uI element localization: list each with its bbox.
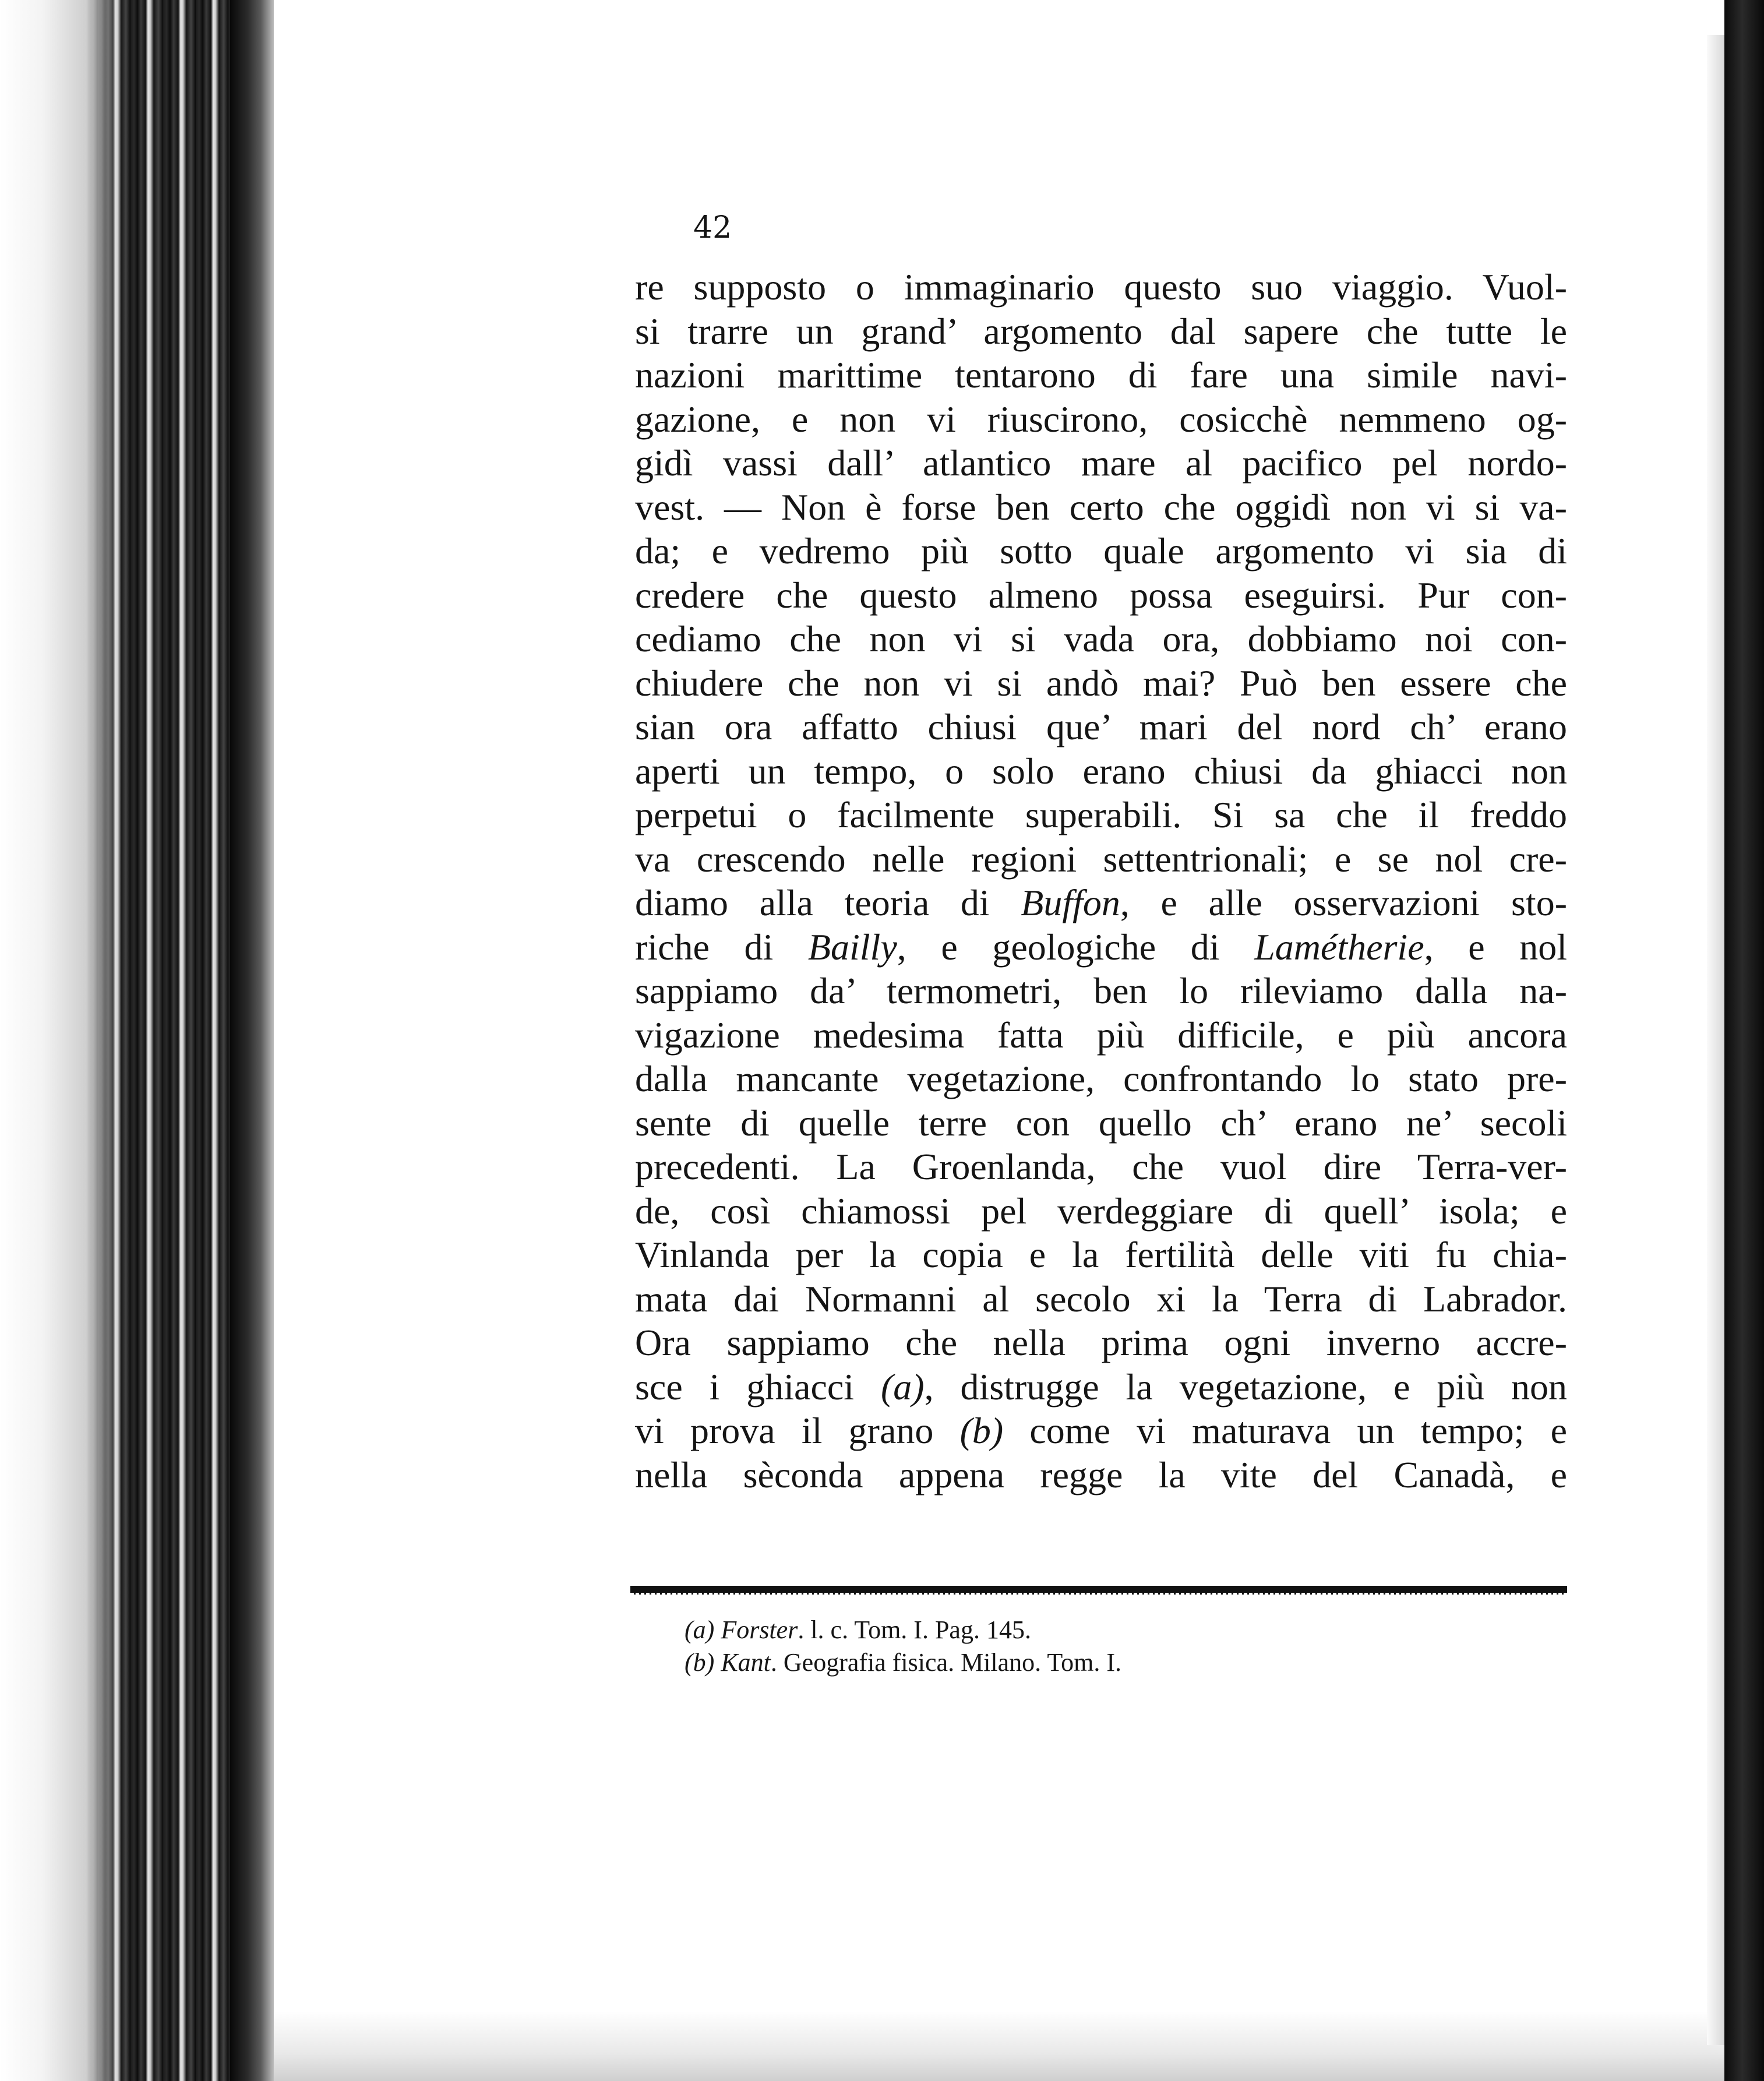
- text-run: de, così chiamossi pel verdeggiare di quell’ isola; e: [635, 1190, 1567, 1232]
- page-bottom-shadow: [274, 2011, 1724, 2081]
- text-line: [635, 1101, 1567, 1145]
- book-gutter-shadow: [230, 0, 274, 2081]
- footnote-author: Kant: [721, 1648, 771, 1677]
- text-run: vi prova il grano: [635, 1410, 960, 1451]
- text-line: [635, 1189, 1567, 1233]
- text-run: gazione, e non vi riuscirono, cosicchè nemmeno og-: [635, 398, 1567, 440]
- text-run: riche di: [635, 926, 808, 968]
- text-line: [635, 1233, 1567, 1277]
- text-run: diamo alla teoria di: [635, 882, 1021, 923]
- text-run: nella sèconda appena regge la vite del Canadà, e: [635, 1454, 1567, 1496]
- text-line: [635, 881, 1567, 925]
- text-line: [635, 925, 1567, 969]
- book-right-page-edge: [1707, 35, 1724, 2045]
- text-run: , e nol: [1424, 926, 1567, 968]
- text-run: perpetui o facilmente superabili. Si sa che il freddo: [635, 794, 1567, 835]
- text-line: [635, 969, 1567, 1013]
- text-line: [635, 485, 1567, 530]
- text-run: va crescendo nelle regioni settentrionali; e se nol cre-: [635, 838, 1567, 880]
- text-run: da; e vedremo più sotto quale argomento vi sia di: [635, 530, 1567, 572]
- text-run: precedenti. La Groenlanda, che vuol dire Terra-ver-: [635, 1146, 1567, 1187]
- text-run: , distrugge la vegetazione, e più non: [924, 1366, 1567, 1408]
- text-line: [635, 705, 1567, 749]
- text-line: [635, 1365, 1567, 1409]
- text-run: Ora sappiamo che nella prima ogni inverno accre-: [635, 1322, 1567, 1363]
- footnote-text: . l. c. Tom. I. Pag. 145.: [798, 1616, 1031, 1644]
- text-line: [635, 573, 1567, 618]
- text-run: , e alle osservazioni sto-: [1120, 882, 1567, 923]
- page-number: 42: [693, 210, 732, 245]
- footnotes: [685, 1614, 1500, 1679]
- text-run: dalla mancante vegetazione, confrontando lo stato pre-: [635, 1058, 1567, 1099]
- text-run: sian ora affatto chiusi que’ mari del nord ch’ erano: [635, 706, 1567, 747]
- text-run: credere che questo almeno possa eseguirsi. Pur con-: [635, 574, 1567, 616]
- book-right-edge: [1724, 0, 1764, 2081]
- text-line: [635, 1145, 1567, 1189]
- text-run: sappiamo da’ termometri, ben lo rileviamo dalla na-: [635, 970, 1567, 1011]
- footnote: [685, 1646, 1500, 1679]
- text-line: [635, 1057, 1567, 1101]
- text-line: [635, 749, 1567, 793]
- text-run: cediamo che non vi si vada ora, dobbiamo noi con-: [635, 618, 1567, 659]
- text-run: aperti un tempo, o solo erano chiusi da ghiacci non: [635, 750, 1567, 792]
- text-run: sente di quelle terre con quello ch’ erano ne’ secoli: [635, 1102, 1567, 1144]
- text-run: vest. — Non è forse ben certo che oggidì non vi si va-: [635, 486, 1567, 528]
- book-left-margin: [0, 0, 122, 2081]
- text-line: [635, 397, 1567, 442]
- text-run: gidì vassi dall’ atlantico mare al pacifico pel nordo-: [635, 442, 1567, 484]
- footnote-rule: [630, 1586, 1567, 1595]
- italic-text: Lamétherie: [1254, 926, 1424, 968]
- text-run: come vi maturava un tempo; e: [1003, 1410, 1567, 1451]
- text-line: [635, 1321, 1567, 1365]
- italic-text: Bailly: [807, 926, 897, 968]
- text-line: [635, 265, 1567, 309]
- footnote-mark: (b): [685, 1648, 715, 1677]
- text-run: , e geologiche di: [897, 926, 1255, 968]
- footnote-mark: (a): [685, 1616, 715, 1644]
- text-run: sce i ghiacci: [635, 1366, 881, 1408]
- text-line: [635, 309, 1567, 354]
- text-run: chiudere che non vi si andò mai? Può ben essere che: [635, 662, 1567, 704]
- text-run: si trarre un grand’ argomento dal sapere che tutte le: [635, 310, 1567, 352]
- italic-text: Buffon: [1021, 882, 1120, 923]
- text-run: re supposto o immaginario questo suo viaggio. Vuol-: [635, 266, 1567, 308]
- text-line: [635, 661, 1567, 706]
- body-text: [635, 265, 1567, 1497]
- text-line: [635, 441, 1567, 485]
- footnote: [685, 1614, 1500, 1646]
- text-run: nazioni marittime tentarono di fare una simile navi-: [635, 354, 1567, 396]
- text-line: [635, 1409, 1567, 1453]
- text-line: [635, 353, 1567, 397]
- italic-text: (a): [880, 1366, 925, 1408]
- text-line: [635, 793, 1567, 837]
- text-line: [635, 837, 1567, 881]
- footnote-text: . Geografia fisica. Milano. Tom. I.: [770, 1648, 1122, 1677]
- italic-text: (b): [959, 1410, 1004, 1451]
- text-run: mata dai Normanni al secolo xi la Terra di Labrador.: [635, 1278, 1567, 1320]
- text-run: vigazione medesima fatta più difficile, e più ancora: [635, 1014, 1567, 1056]
- text-line: [635, 1453, 1567, 1497]
- text-line: [635, 1013, 1567, 1057]
- footnote-author: Forster: [721, 1616, 798, 1644]
- text-line: [635, 1277, 1567, 1321]
- text-line: [635, 617, 1567, 661]
- text-line: [635, 529, 1567, 573]
- text-run: Vinlanda per la copia e la fertilità delle viti fu chia-: [635, 1234, 1567, 1275]
